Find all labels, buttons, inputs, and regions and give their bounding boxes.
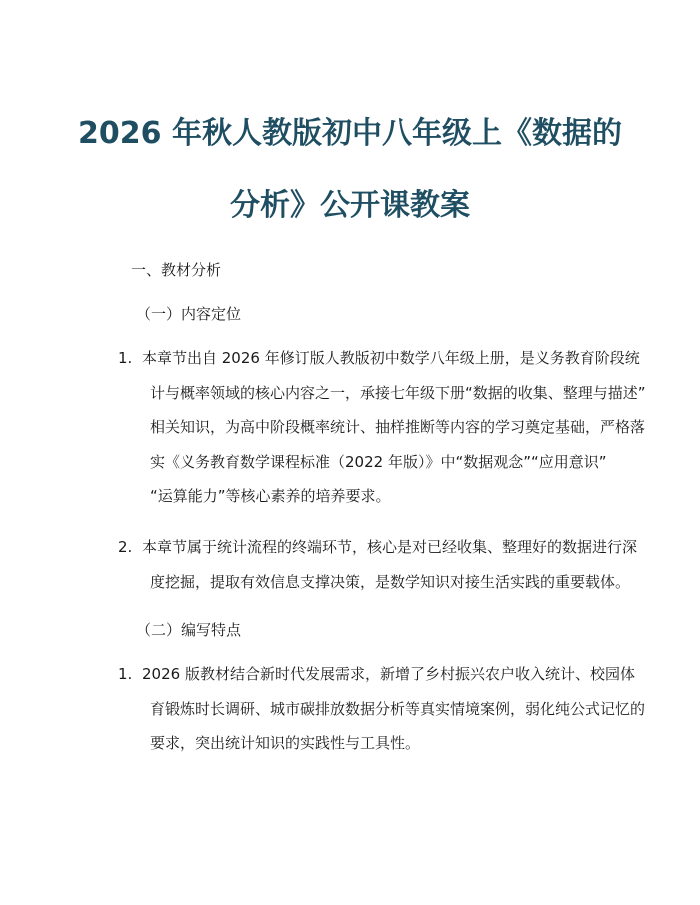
- list-item-line: 实《义务教育数学课程标准（2022 年版）》中“数据观念”“应用意识”: [150, 452, 607, 471]
- list-item-line: 相关知识，为高中阶段概率统计、抽样推断等内容的学习奠定基础，严格落: [150, 418, 646, 436]
- list-item-number: 2.: [118, 538, 133, 556]
- document-title-line-1: 2026 年秋人教版初中八年级上《数据的: [78, 116, 622, 151]
- list-item-line: 度挖掘，提取有效信息支撑决策，是数学知识对接生活实践的重要载体。: [150, 572, 631, 591]
- list-item-line: 要求，突出统计知识的实践性与工具性。: [150, 734, 421, 752]
- subsection-heading-writing-features: （二）编写特点: [136, 621, 242, 639]
- list-item-line: 本章节属于统计流程的终端环节，核心是对已经收集、整理好的数据进行深: [142, 538, 638, 556]
- list-item-line: “运算能力”等核心素养的培养要求。: [150, 487, 391, 505]
- list-item-line: 计与概率领域的核心内容之一，承接七年级下册“数据的收集、整理与描述”: [150, 383, 646, 402]
- list-item-line: 育锻炼时长调研、城市碳排放数据分析等真实情境案例，弱化纯公式记忆的: [150, 699, 646, 718]
- list-item-line: 2026 版教材结合新时代发展需求，新增了乡村振兴农户收入统计、校园体: [142, 665, 635, 683]
- list-item: [118, 657, 646, 761]
- section-heading-teaching-analysis: 一、教材分析: [131, 261, 222, 279]
- document-title-line-2: 分析》公开课教案: [230, 188, 470, 223]
- list-item: [118, 530, 638, 599]
- list-item-number: 1.: [118, 349, 133, 367]
- list-item: [118, 341, 646, 514]
- list-item-line: 本章节出自 2026 年修订版人教版初中数学八年级上册，是义务教育阶段统: [142, 349, 640, 367]
- list-item-number: 1.: [118, 665, 133, 683]
- subsection-heading-content-positioning: （一）内容定位: [136, 305, 242, 323]
